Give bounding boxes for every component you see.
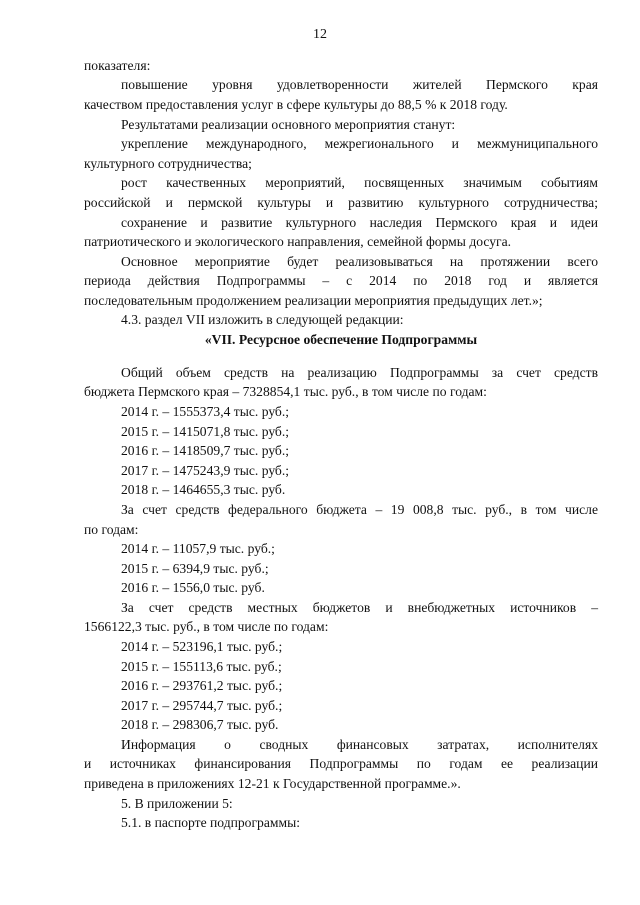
- text-line: 2014 г. – 523196,1 тыс. руб.;: [121, 639, 283, 654]
- text-line: повышение уровня удовлетворенности жителей Пермского края: [121, 77, 598, 92]
- text-line: За счет средств федерального бюджета – 19 008,8 тыс. руб., в том числе: [121, 502, 598, 517]
- text-line: 2015 г. – 155113,6 тыс. руб.;: [121, 659, 282, 674]
- text-line: 2018 г. – 1464655,3 тыс. руб.: [121, 482, 286, 497]
- text-line: 2014 г. – 1555373,4 тыс. руб.;: [121, 404, 290, 419]
- text-line: За счет средств местных бюджетов и внебюджетных источников –: [121, 600, 598, 615]
- text-line: 2014 г. – 11057,9 тыс. руб.;: [121, 541, 275, 556]
- text-line: 4.3. раздел VII изложить в следующей редакции:: [121, 312, 404, 327]
- text-line: Основное мероприятие будет реализовываться на протяжении всего: [121, 254, 598, 269]
- text-line: 2016 г. – 1418509,7 тыс. руб.;: [121, 443, 290, 458]
- text-line: бюджета Пермского края – 7328854,1 тыс. руб., в том числе по годам:: [84, 384, 487, 399]
- text-line: укрепление международного, межрегионального и межмуниципального: [121, 136, 598, 151]
- text-line: 2016 г. – 293761,2 тыс. руб.;: [121, 678, 283, 693]
- text-line: Информация о сводных финансовых затратах, исполнителях: [121, 737, 598, 752]
- text-line: патриотического и экологического направления, семейной формы досуга.: [84, 234, 512, 249]
- text-line: и источниках финансирования Подпрограммы по годам ее реализации: [84, 756, 598, 771]
- text-line: Общий объем средств на реализацию Подпрограммы за счет средств: [121, 365, 598, 380]
- text-line: рост качественных мероприятий, посвященных значимым событиям: [121, 175, 598, 190]
- text-line: 2018 г. – 298306,7 тыс. руб.: [121, 717, 279, 732]
- text-line: по годам:: [84, 522, 139, 537]
- text-line: качеством предоставления услуг в сфере культуры до 88,5 % к 2018 году.: [84, 97, 508, 112]
- text-line: 5.1. в паспорте подпрограммы:: [121, 815, 300, 830]
- text-line: 2017 г. – 295744,7 тыс. руб.;: [121, 698, 283, 713]
- text-line: 2015 г. – 6394,9 тыс. руб.;: [121, 561, 269, 576]
- text-line: культурного сотрудничества;: [84, 156, 252, 171]
- text-line: 2015 г. – 1415071,8 тыс. руб.;: [121, 424, 290, 439]
- section-heading: «VII. Ресурсное обеспечение Подпрограммы: [204, 332, 478, 347]
- text-line: периода действия Подпрограммы – с 2014 по 2018 год и является: [84, 273, 598, 288]
- text-line: российской и пермской культуры и развитию культурного сотрудничества;: [84, 195, 598, 210]
- page-number: 12: [313, 27, 327, 42]
- text-line: Результатами реализации основного мероприятия станут:: [121, 117, 456, 132]
- text-line: последовательным продолжением реализации мероприятия предыдущих лет.»;: [84, 293, 543, 308]
- text-line: сохранение и развитие культурного наследия Пермского края и идеи: [121, 215, 598, 230]
- text-line: 2017 г. – 1475243,9 тыс. руб.;: [121, 463, 290, 478]
- text-line: показателя:: [84, 58, 151, 73]
- text-line: приведена в приложениях 12-21 к Государственной программе.».: [84, 776, 461, 791]
- text-line: 1566122,3 тыс. руб., в том числе по годам:: [84, 619, 329, 634]
- text-line: 5. В приложении 5:: [121, 796, 233, 811]
- text-line: 2016 г. – 1556,0 тыс. руб.: [121, 580, 265, 595]
